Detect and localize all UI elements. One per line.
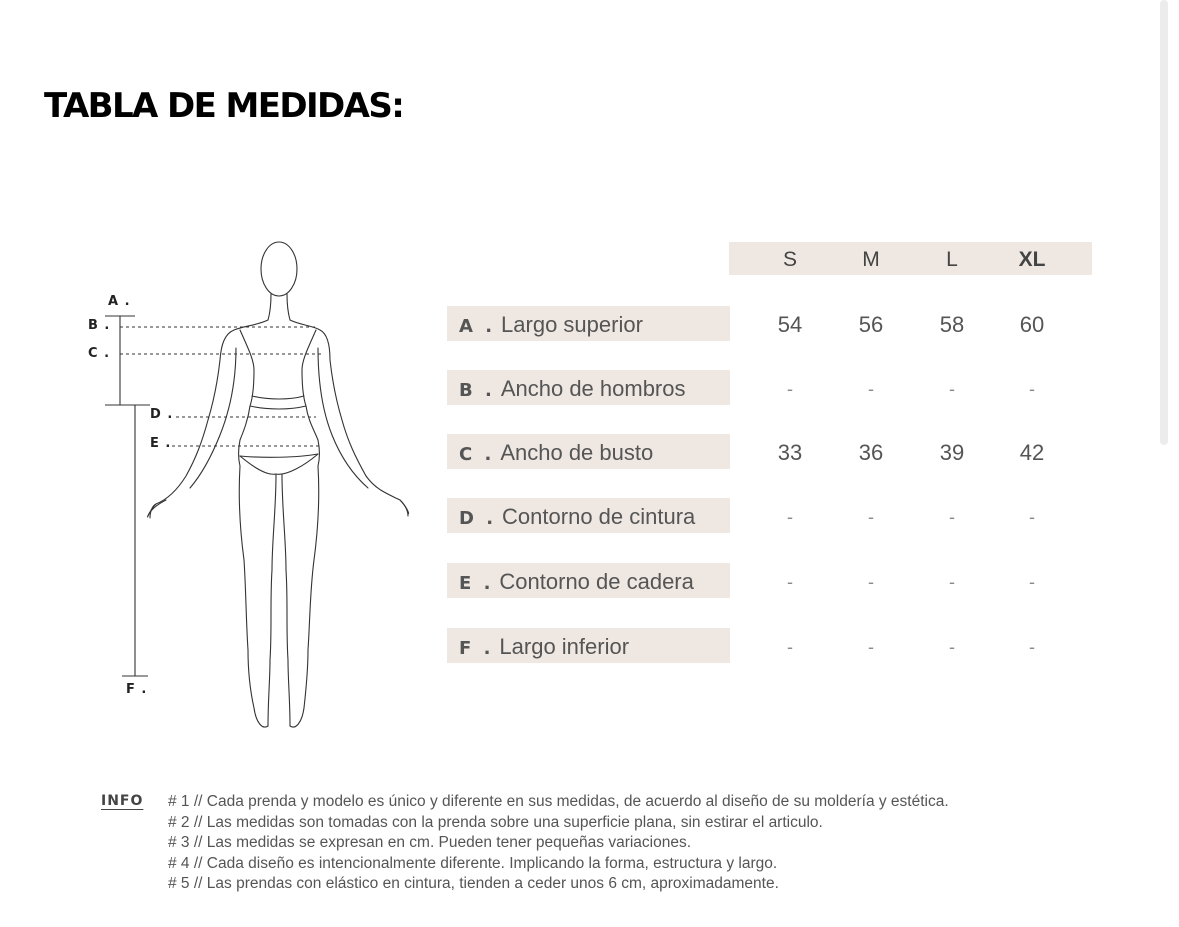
row-name: Contorno de cintura	[502, 504, 696, 529]
info-notes	[168, 792, 949, 895]
cell-b-l: -	[949, 379, 955, 399]
measure-row-e	[447, 563, 730, 598]
info-note: # 4 // Cada diseño es intencionalmente diferente. Implicando la forma, estructura y largo.	[168, 854, 778, 872]
measure-row-b	[447, 370, 730, 405]
size-s-header: S	[782, 248, 797, 271]
info-note: # 2 // Las medidas son tomadas con la prenda sobre una superficie plana, sin estirar el articulo.	[168, 813, 823, 831]
row-name: Ancho de busto	[500, 440, 654, 465]
marker-f-label: F .	[126, 682, 148, 697]
cell-b-s: -	[787, 379, 793, 399]
cell-c-m: 36	[858, 440, 884, 465]
marker-b-label: B .	[88, 318, 111, 333]
body-figure-diagram	[0, 230, 430, 750]
measure-row-f	[447, 628, 730, 663]
page-title: TABLA DE MEDIDAS:	[44, 86, 404, 126]
mannequin-figure	[147, 242, 408, 727]
cell-f-s: -	[787, 637, 793, 657]
row-name: Largo inferior	[499, 634, 630, 659]
marker-d-label: D .	[150, 407, 174, 422]
cell-e-s: -	[787, 572, 793, 592]
size-xl-header: XL	[1018, 248, 1046, 271]
measurement-guides	[105, 316, 322, 676]
size-header	[729, 242, 1092, 275]
marker-c-label: C .	[88, 346, 111, 361]
cell-f-xl: -	[1029, 637, 1035, 657]
cropped-text-fragment	[40, 0, 360, 6]
cell-c-xl: 42	[1019, 440, 1045, 465]
row-letter: F .	[459, 638, 494, 659]
row-letter: D .	[459, 508, 497, 529]
row-name: Contorno de cadera	[499, 569, 694, 594]
info-note: # 5 // Las prendas con elástico en cintura, tienden a ceder unos 6 cm, aproximadamente.	[168, 875, 779, 893]
info-note: # 1 // Cada prenda y modelo es único y diferente en sus medidas, de acuerdo al diseño de su moldería y estética.	[168, 793, 949, 810]
cell-a-l: 58	[939, 312, 965, 337]
cell-c-s: 33	[777, 440, 803, 465]
row-name: Ancho de hombros	[500, 376, 686, 401]
marker-a-label: A .	[108, 294, 131, 309]
cell-a-xl: 60	[1019, 312, 1045, 337]
cell-d-s: -	[787, 507, 793, 527]
cell-e-xl: -	[1029, 572, 1035, 592]
scrollbar[interactable]	[1160, 0, 1168, 445]
row-letter: C .	[459, 444, 495, 465]
cell-d-l: -	[949, 507, 955, 527]
cell-f-m: -	[868, 637, 874, 657]
cell-d-xl: -	[1029, 507, 1035, 527]
cell-d-m: -	[868, 507, 874, 527]
measure-row-a	[447, 306, 730, 341]
measure-row-c	[447, 434, 730, 469]
cell-a-m: 56	[858, 312, 884, 337]
cell-e-m: -	[868, 572, 874, 592]
info-note: # 3 // Las medidas se expresan en cm. Pueden tener pequeñas variaciones.	[168, 834, 692, 852]
info-title: INFO	[101, 793, 144, 809]
row-letter: B .	[459, 380, 495, 401]
cell-e-l: -	[949, 572, 955, 592]
cell-c-l: 39	[939, 440, 965, 465]
size-m-header: M	[862, 248, 880, 271]
measure-row-d	[447, 498, 730, 533]
cell-b-xl: -	[1029, 379, 1035, 399]
row-name: Largo superior	[501, 312, 643, 337]
cell-a-s: 54	[777, 312, 803, 337]
cell-b-m: -	[868, 379, 874, 399]
marker-e-label: E .	[150, 436, 172, 451]
row-letter: E .	[459, 573, 494, 594]
row-letter: A .	[459, 316, 496, 337]
cell-f-l: -	[949, 637, 955, 657]
size-l-header: L	[946, 248, 958, 271]
